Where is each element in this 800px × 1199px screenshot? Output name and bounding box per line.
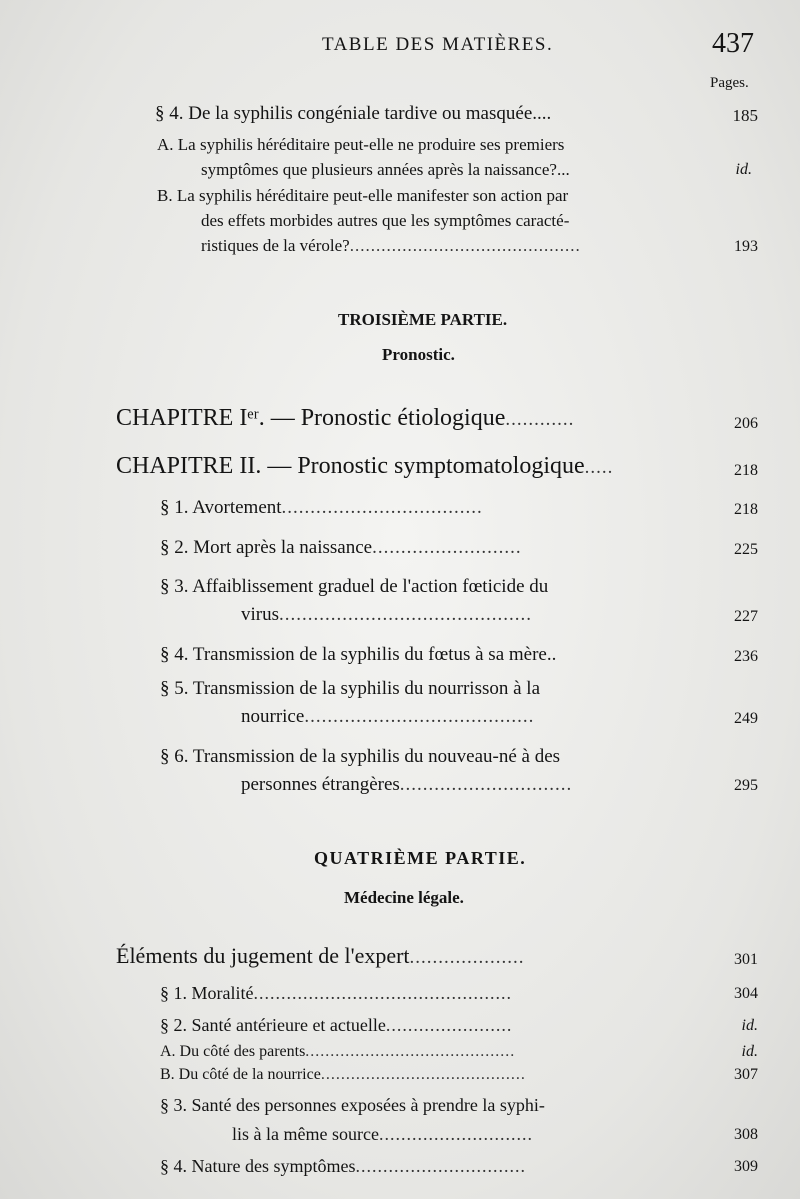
toc-entry-page: 185	[732, 106, 758, 125]
toc-entry-page: 193	[734, 238, 758, 255]
leader-dots: ............................	[378, 1124, 533, 1144]
leader-dots: ....................	[409, 947, 525, 968]
toc-entry-line	[160, 1015, 512, 1036]
toc-entry-text: § 4. Transmission de la syphilis du fœtus à sa mère..	[160, 644, 557, 665]
part-title: TROISIÈME PARTIE.	[338, 310, 508, 329]
toc-entry-text: virus	[241, 604, 279, 625]
toc-entry-page: 225	[734, 541, 758, 558]
toc-entry-text: § 1. Avortement	[160, 497, 282, 518]
leader-dots: ..............................	[399, 774, 573, 795]
toc-entry-text: § 6. Transmission de la syphilis du nouveau-né à des	[160, 746, 561, 767]
toc-entry-text: CHAPITRE Iᵉʳ. — Pronostic étiologique	[116, 405, 506, 431]
toc-entry-page: 218	[734, 501, 758, 518]
leader-dots: ............................................	[279, 604, 532, 625]
toc-entry-page: id.	[741, 1043, 758, 1060]
leader-dots: .........................................	[320, 1066, 526, 1083]
running-header-title: TABLE DES MATIÈRES.	[322, 34, 554, 55]
toc-entry-line	[116, 453, 613, 480]
part-title: QUATRIÈME PARTIE.	[314, 848, 527, 868]
leader-dots: .......................	[385, 1015, 513, 1035]
toc-entry-line	[116, 405, 574, 432]
toc-entry-text: Éléments du jugement de l'expert	[116, 943, 410, 968]
leader-dots: .....	[584, 457, 614, 478]
leader-dots: ..........................................	[305, 1043, 516, 1060]
toc-entry-page: 295	[734, 777, 758, 794]
toc-entry-text: B. Du côté de la nourrice	[160, 1066, 321, 1083]
toc-entry-text: § 1. Moralité	[160, 983, 254, 1003]
toc-entry-page: 301	[734, 951, 758, 968]
toc-entry-text: § 4. De la syphilis congéniale tardive ou masquée....	[155, 103, 552, 124]
toc-entry-line	[241, 604, 532, 626]
toc-entry-line	[160, 1066, 526, 1084]
page-number: 437	[712, 28, 754, 59]
toc-entry-line	[160, 497, 483, 519]
toc-entry-line	[160, 983, 512, 1004]
toc-entry-line	[241, 774, 572, 796]
toc-entry-text: § 2. Santé antérieure et actuelle	[160, 1015, 386, 1035]
toc-entry-text: § 4. Nature des symptômes	[160, 1156, 356, 1176]
toc-entry-text: § 3. Affaiblissement graduel de l'action fœticide du	[160, 576, 549, 597]
leader-dots: ...................................	[281, 497, 483, 518]
part-subtitle: Pronostic.	[382, 345, 455, 364]
leader-dots: ..........................	[372, 537, 522, 558]
toc-entry-page: 236	[734, 648, 758, 665]
toc-entry-line	[232, 1124, 533, 1145]
toc-entry-line	[160, 1156, 526, 1177]
toc-entry-page: 304	[734, 985, 758, 1002]
toc-entry-page: 249	[734, 710, 758, 727]
toc-entry-line	[241, 706, 534, 728]
toc-entry-line	[160, 537, 522, 559]
toc-entry-page: 227	[734, 608, 758, 625]
toc-entry-page: id.	[735, 161, 752, 178]
toc-entry-page: id.	[741, 1017, 758, 1034]
toc-entry-page: 309	[734, 1158, 758, 1175]
toc-entry-page: 308	[734, 1126, 758, 1143]
toc-entry-text: des effets morbides autres que les symptômes caracté-	[201, 211, 570, 230]
toc-entry-line	[201, 236, 581, 256]
leader-dots: ............................................	[349, 236, 581, 255]
toc-entry-text: lis à la même source	[232, 1124, 379, 1144]
toc-entry-text: nourrice	[241, 706, 305, 727]
toc-entry-page: 206	[734, 415, 758, 432]
toc-entry-text: CHAPITRE II. — Pronostic symptomatologique	[116, 453, 585, 479]
pages-column-label: Pages.	[710, 75, 749, 91]
leader-dots: ...............................................	[253, 983, 512, 1003]
toc-entry-text: A. La syphilis héréditaire peut-elle ne produire ses premiers	[157, 135, 565, 154]
part-subtitle: Médecine légale.	[344, 888, 464, 907]
toc-entry-page: 307	[734, 1066, 758, 1083]
toc-entry-text: § 3. Santé des personnes exposées à prendre la syphi-	[160, 1095, 545, 1115]
toc-entry-text: personnes étrangères	[241, 774, 400, 795]
toc-entry-line	[160, 1043, 515, 1061]
toc-entry-text: § 2. Mort après la naissance	[160, 537, 373, 558]
toc-entry-text: B. La syphilis héréditaire peut-elle manifester son action par	[157, 186, 569, 205]
toc-entry-text: ristiques de la vérole?	[201, 236, 350, 255]
toc-entry-text: § 5. Transmission de la syphilis du nourrisson à la	[160, 678, 541, 699]
leader-dots: ............	[505, 409, 575, 430]
toc-entry-text: symptômes que plusieurs années après la naissance?...	[201, 160, 570, 179]
leader-dots: ...............................	[355, 1156, 526, 1176]
toc-entry-line	[116, 943, 525, 969]
toc-entry-page: 218	[734, 462, 758, 479]
toc-entry-text: A. Du côté des parents	[160, 1043, 306, 1060]
leader-dots: ........................................	[304, 706, 535, 727]
